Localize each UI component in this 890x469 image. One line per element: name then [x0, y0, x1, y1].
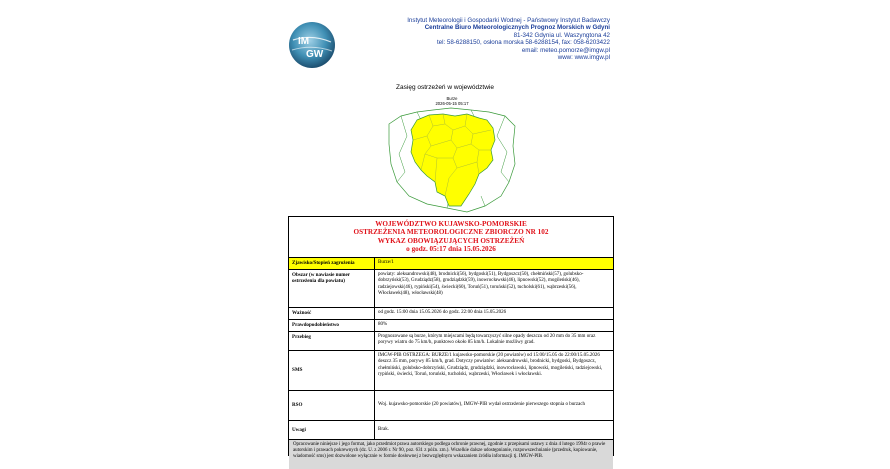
row-label: Przebieg [289, 332, 375, 350]
list-title: WYKAZ OBOWIĄZUJĄCYCH OSTRZEŻEŃ [377, 236, 525, 245]
map-timestamp: 2026-05-15 05:17 [435, 101, 469, 106]
table-row [289, 350, 613, 390]
table-row [289, 331, 613, 350]
row-value: IMGW-PIB OSTRZEGA: BURZE/1 kujawsko-pomorskie (20 powiatów) od 15:00/15.05 do 22:00/15.05.2026 deszcz 35 mm, porywy 85 km/h, grad. Dotyczy powiatów: aleksandrowski, brodnicki, bydgoski, Bydgoszcz, chełmiński, golubsko-dobrzyński, Grudziądz, grudziądzki, inowrocławski, lipnowski, mogileński, radziejowski, rypiński, świecki, Toruń, toruński, tucholski, wąbrzeski, Włocławek i włocławski. [378, 353, 603, 377]
website-link[interactable]: www: www.imgw.pl [557, 54, 610, 62]
row-label: Zjawisko/Stopień zagrożenia [289, 258, 375, 269]
warning-table [288, 216, 614, 459]
row-label: RSO [289, 391, 375, 420]
row-label: SMS [289, 351, 375, 390]
issued-time: o godz. 05:17 dnia 15.05.2026 [406, 245, 496, 254]
table-row [289, 257, 613, 269]
email-link[interactable]: email: meteo.pomorze@imgw.pl [521, 46, 610, 54]
phone: tel: 58-6288150, osłona morska 58-6288154, fax: 058-6203422 [436, 39, 610, 47]
row-value: Burze/1 [378, 260, 394, 265]
row-value: od godz. 15:00 dnia 15.05.2026 do godz. 22:00 dnia 15.05.2026 [378, 310, 507, 315]
row-label: Obszar (w nawiasie numer ostrzeżenia dla powiatu) [289, 270, 375, 307]
row-value: 80% [378, 322, 388, 327]
row-value: Woj. kujawsko-pomorskie (20 powiatów), IMGW-PIB wydał ostrzeżenie pierwszego stopnia o burzach [378, 402, 586, 408]
table-row [289, 307, 613, 319]
svg-text:GW: GW [306, 49, 324, 60]
map-phenomenon: Burze [446, 96, 458, 101]
copyright-notice: Opracowanie niniejsze i jego format, jako przedmiot prawa autorskiego podlega ochronie prawnej, zgodnie z przepisami ustawy z dnia 4 lutego 1994r o prawie autorskim i prawach pokrewnych (dz. U. z 2006 r. Nr 90, poz. 631 z późn. zm.). Wszelkie dalsze udostępnianie, rozpowszechnianie (przedruk, kopiowanie, wiadomość sms) jest dozwolone wyłącznie w formie dosłownej z bezwzględnym wskazaniem źródła informacji tj. IMGW-PIB. [289, 439, 613, 469]
institution-name: Instytut Meteorologii i Gospodarki Wodnej - Państwowy Instytut Badawczy [407, 17, 610, 24]
row-label: Ważność [289, 308, 375, 319]
table-row [289, 420, 613, 439]
svg-text:IM: IM [298, 36, 310, 47]
voivodeship-title: WOJEWÓDZTWO KUJAWSKO-POMORSKIE [375, 220, 527, 228]
table-row [289, 269, 613, 307]
row-value: powiaty: aleksandrowski(48), brodnicki(56), bydgoski(51), Bydgoszcz(50), chełmiński(57), golubsko-dobrzyński(53), Grudziądz(58), grudziądzki(59), inowrocławski(46), lipnowski(52), mogileński(46), radziejowski(46), rypiński(54), świecki(60), Toruń(51), toruński(52), tucholski(61), wąbrzeski(56), Włocławek(48), włocławski(48) [378, 272, 584, 296]
table-row [289, 319, 613, 331]
row-value: Prognozowane są burze, którym miejscami będą towarzyszyć silne opady deszczu od 20 mm do 35 mm oraz porywy wiatru do 75 km/h, punktowo około 85 km/h. Lokalnie możliwy grad. [378, 334, 596, 346]
warning-map [387, 96, 517, 214]
row-label: Uwagi [289, 421, 375, 439]
office-name: Centralne Biuro Meteorologicznych Prognoz Morskich w Gdyni [424, 24, 610, 32]
address: 81-342 Gdynia ul. Waszyngtona 42 [513, 31, 610, 39]
voivodeship-map [387, 96, 517, 214]
map-heading: Zasięg ostrzeżeń w województwie [396, 84, 494, 91]
warning-banner [289, 217, 613, 257]
institution-header [280, 17, 610, 61]
row-value: Brak. [378, 426, 389, 432]
row-label: Prawdopodobieństwo [289, 320, 375, 331]
table-row [289, 390, 613, 420]
bulletin-title: OSTRZEŻENIA METEOROLOGICZNE ZBIORCZO NR 102 [353, 228, 549, 237]
